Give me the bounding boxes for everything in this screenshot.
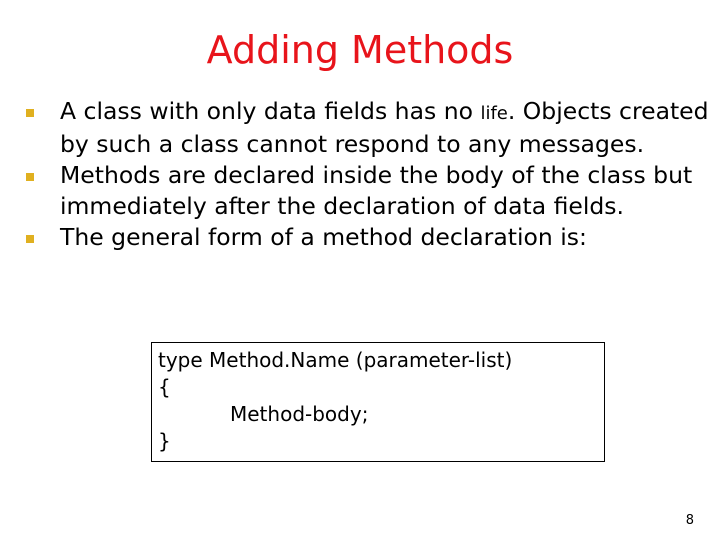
bullet-item — [24, 160, 714, 222]
code-line: { — [158, 375, 171, 399]
square-bullet-icon — [26, 173, 34, 181]
bullet-item — [24, 96, 714, 160]
bullet-text-small: life — [480, 103, 508, 124]
bullet-text: Methods are declared inside the body of the class but immediately after the declaration of data fields. — [60, 161, 693, 220]
bullet-item — [24, 222, 714, 253]
code-block — [151, 342, 605, 462]
bullet-text-part: A class with only data fields has no — [60, 97, 481, 125]
bullet-text: The general form of a method declaration is: — [60, 223, 587, 251]
code-line: } — [158, 429, 171, 453]
bullet-list — [24, 96, 714, 253]
square-bullet-icon — [26, 109, 34, 117]
page-number: 8 — [685, 513, 694, 528]
code-line: type Method.Name (parameter-list) — [158, 348, 513, 372]
square-bullet-icon — [26, 235, 34, 243]
code-line: Method-body; — [230, 402, 369, 426]
bullet-text-part: . Objects created by such a class cannot respond to any messages. — [60, 97, 709, 158]
slide-title: Adding Methods — [206, 28, 514, 72]
